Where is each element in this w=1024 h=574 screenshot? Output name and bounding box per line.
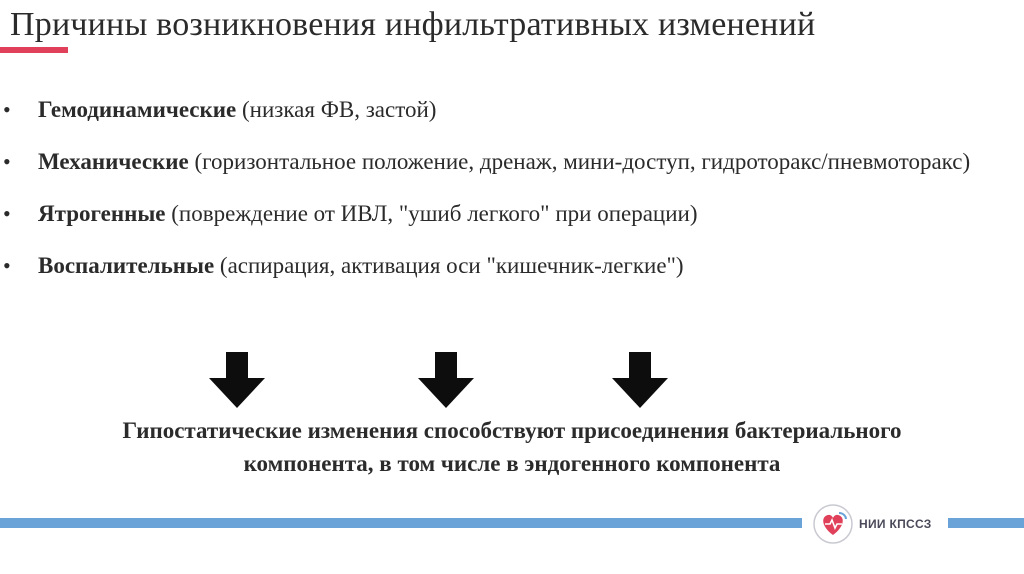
bullet-marker: • — [3, 149, 11, 174]
footer-bar — [948, 518, 1024, 528]
list-item — [0, 147, 1000, 176]
heart-logo-icon — [812, 503, 854, 545]
logo-text: НИИ КПССЗ — [859, 517, 932, 531]
slide-title: Причины возникновения инфильтративных изменений — [10, 6, 816, 43]
list-item — [0, 251, 1000, 280]
title-accent-bar — [0, 47, 68, 53]
footer-bar — [0, 518, 802, 528]
list-item — [0, 199, 1000, 228]
bullet-marker: • — [3, 201, 11, 226]
conclusion-line: компонента, в том числе в эндогенного компонента — [243, 451, 781, 476]
institute-logo — [812, 502, 946, 546]
down-arrow-icon — [209, 352, 265, 408]
down-arrow-icon — [418, 352, 474, 408]
bullet-marker: • — [3, 253, 11, 278]
cause-term: Воспалительные — [38, 253, 215, 278]
cause-detail: (низкая ФВ, застой) — [236, 97, 437, 122]
cause-detail: (аспирация, активация оси "кишечник-легкие") — [214, 253, 684, 278]
cause-term: Гемодинамические — [38, 97, 237, 122]
cause-detail: (горизонтальное положение, дренаж, мини-доступ, гидроторакс/пневмоторакс) — [188, 149, 971, 174]
causes-list — [0, 95, 1000, 280]
cause-term: Механические — [38, 149, 189, 174]
list-item — [0, 95, 1000, 124]
arrows-row — [0, 352, 1024, 412]
cause-term: Ятрогенные — [38, 201, 166, 226]
conclusion-line: Гипостатические изменения способствуют присоединения бактериального — [122, 418, 902, 443]
conclusion-text — [0, 414, 1024, 480]
cause-detail: (повреждение от ИВЛ, "ушиб легкого" при операции) — [165, 201, 698, 226]
bullet-marker: • — [3, 97, 11, 122]
down-arrow-icon — [612, 352, 668, 408]
